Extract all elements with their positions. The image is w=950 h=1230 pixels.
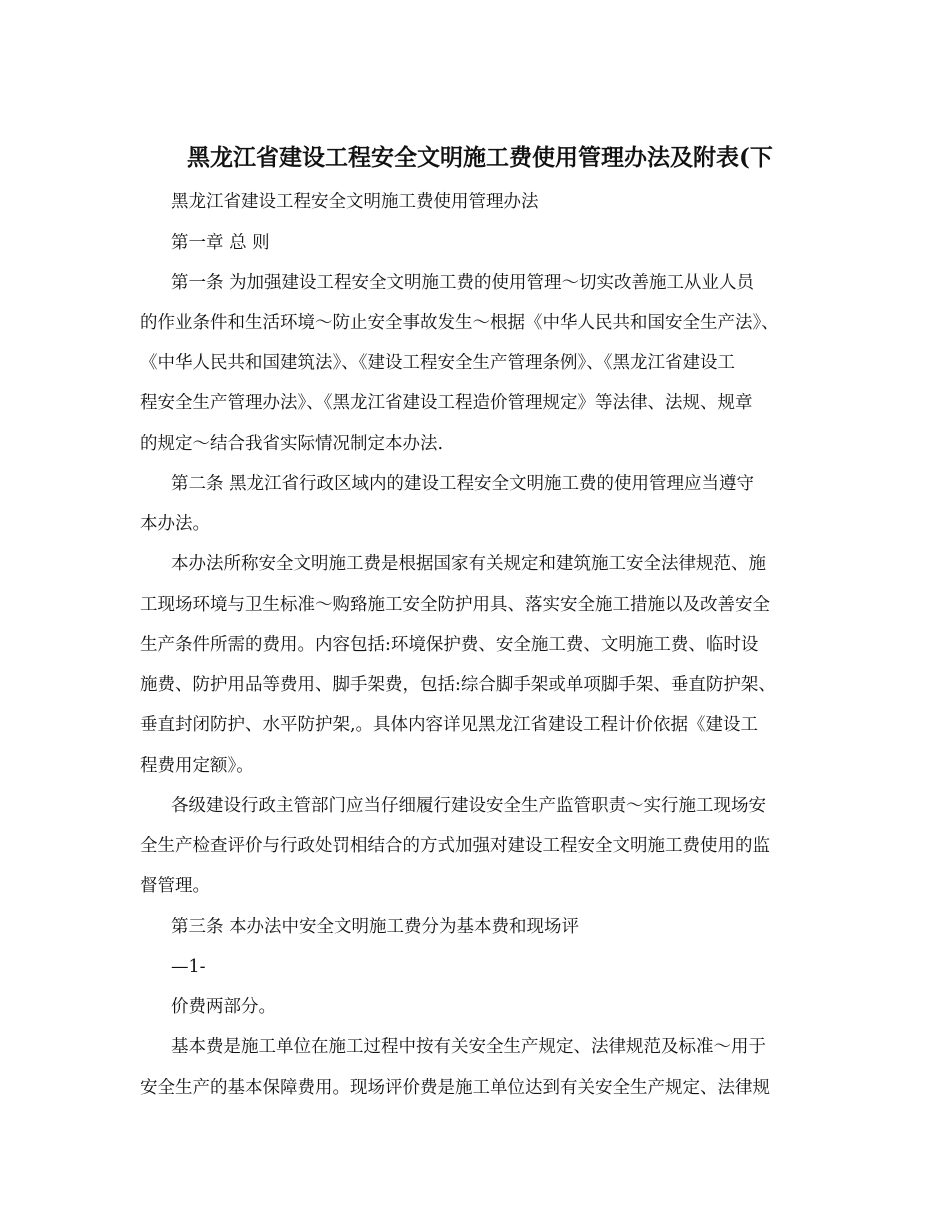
text-line: 施费、防护用品等费用、脚手架费，包括:综合脚手架或单项脚手架、垂直防护架、 <box>140 675 776 695</box>
text-line: 工现场环境与卫生标准～购臵施工安全防护用具、落实安全施工措施以及改善安全 <box>140 595 770 615</box>
text-line: 督管理。 <box>140 876 210 896</box>
text-line: 各级建设行政主管部门应当仔细履行建设安全生产监管职责～实行施工现场安 <box>171 796 766 816</box>
text-line: 价费两部分。 <box>171 997 276 1017</box>
text-line: 第二条 黑龙江省行政区域内的建设工程安全文明施工费的使用管理应当遵守 <box>171 474 755 494</box>
text-line: 程安全生产管理办法》、《黑龙江省建设工程造价管理规定》等法律、法规、规章 <box>140 393 753 413</box>
text-line: 垂直封闭防护、水平防护架,。具体内容详见黑龙江省建设工程计价依据《建设工 <box>140 715 759 735</box>
text-line: 生产条件所需的费用。内容包括:环境保护费、安全施工费、文明施工费、临时设 <box>140 635 759 655</box>
text-line: 第一条 为加强建设工程安全文明施工费的使用管理～切实改善施工从业人员 <box>171 273 755 293</box>
text-line: 程费用定额》。 <box>140 756 254 776</box>
text-line: 安全生产的基本保障费用。现场评价费是施工单位达到有关安全生产规定、法律规 <box>140 1078 770 1098</box>
page-number: —1- <box>171 957 206 977</box>
subtitle-line: 黑龙江省建设工程安全文明施工费使用管理办法 <box>171 192 539 212</box>
text-line: 《中华人民共和国建筑法》、《建设工程安全生产管理条例》、《黑龙江省建设工 <box>140 353 735 373</box>
text-line: 基本费是施工单位在施工过程中按有关安全生产规定、法律规范及标准～用于 <box>171 1037 766 1057</box>
text-line: 第三条 本办法中安全文明施工费分为基本费和现场评 <box>171 917 580 937</box>
chapter-heading: 第一章 总 则 <box>171 233 270 253</box>
text-line: 的作业条件和生活环境～防止安全事故发生～根据《中华人民共和国安全生产法》、 <box>140 313 779 333</box>
text-line: 全生产检查评价与行政处罚相结合的方式加强对建设工程安全文明施工费使用的监 <box>140 836 770 856</box>
text-line: 本办法。 <box>140 514 210 534</box>
text-line: 本办法所称安全文明施工费是根据国家有关规定和建筑施工安全法律规范、施 <box>171 554 766 574</box>
document-title: 黑龙江省建设工程安全文明施工费使用管理办法及附表(下 <box>187 144 773 171</box>
text-line: 的规定～结合我省实际情况制定本办法. <box>140 434 444 454</box>
